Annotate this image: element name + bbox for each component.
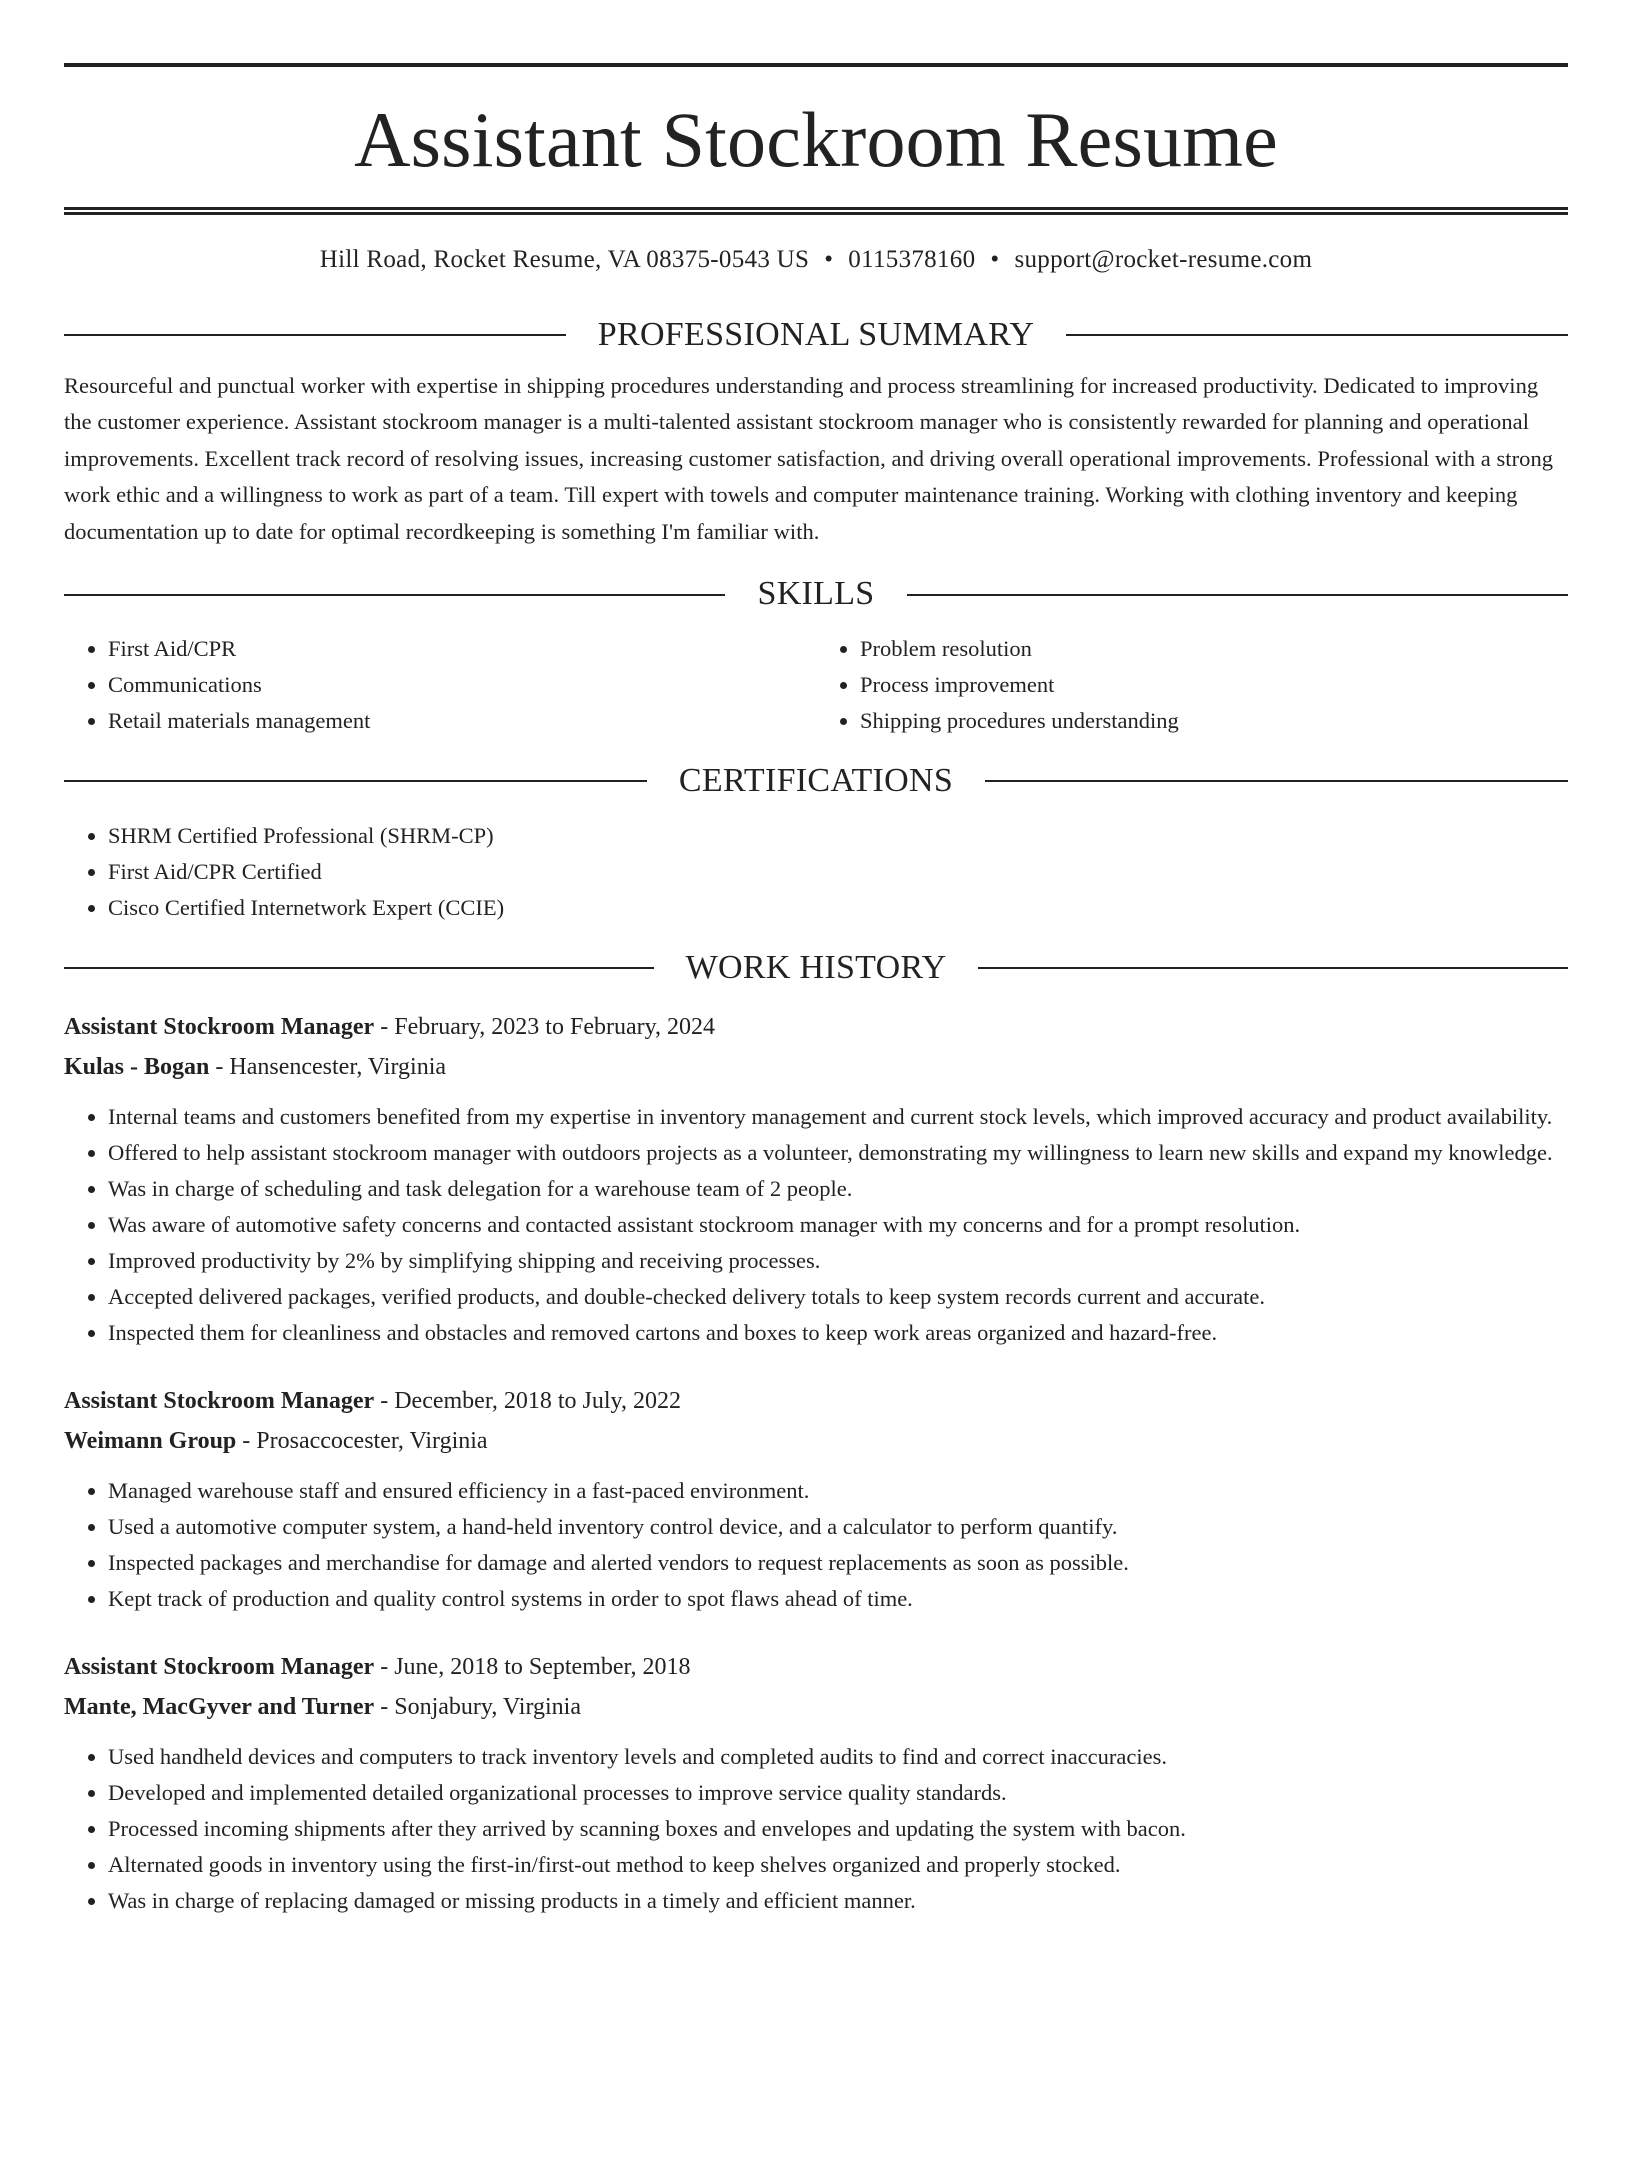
job-bullet: • Used a automotive computer system, a hand-held inventory control device, and a calculator to perform quantify. xyxy=(108,1509,1568,1545)
skill-item: • First Aid/CPR xyxy=(108,631,816,667)
job-entry xyxy=(64,1007,1568,1351)
job-bullet: • Kept track of production and quality control systems in order to spot flaws ahead of time. xyxy=(108,1581,1568,1617)
job-company: Weimann Group xyxy=(64,1427,237,1454)
skills-list xyxy=(64,631,1568,739)
certifications-section-heading xyxy=(64,761,1568,802)
job-title: Assistant Stockroom Manager xyxy=(64,1013,375,1040)
job-location: Prosaccocester, Virginia xyxy=(256,1427,488,1454)
certification-item: • SHRM Certified Professional (SHRM-CP) xyxy=(108,818,1568,854)
summary-text: Resourceful and punctual worker with expertise in shipping procedures understanding and process streamlining for increased productivity. Dedicated to improving the customer experience. Assistant stockroom manager is a multi-talented assistant stockroom manager who is consistently rewarded for planning and operational improvements. Excellent track record of resolving issues, increasing customer satisfaction, and driving overall operational improvements. Professional with a strong work ethic and a willingness to work as part of a team. Till expert with towels and computer maintenance training. Working with clothing inventory and keeping documentation up to date for optimal recordkeeping is something I'm familiar with. xyxy=(64,372,1554,544)
summary-section-heading xyxy=(64,315,1568,356)
skill-item: • Shipping procedures understanding xyxy=(860,703,1568,739)
heading-rule-right xyxy=(985,780,1568,782)
heading-rule-left xyxy=(64,594,725,596)
contact-address: Hill Road, Rocket Resume, VA 08375-0543 US xyxy=(319,246,810,273)
contact-phone: 0115378160 xyxy=(848,246,976,273)
heading-rule-left xyxy=(64,967,654,969)
summary-heading: PROFESSIONAL SUMMARY xyxy=(597,316,1035,353)
job-entry xyxy=(64,1381,1568,1617)
heading-rule-right xyxy=(907,594,1568,596)
job-dates: February, 2023 to February, 2024 xyxy=(394,1013,716,1040)
contact-separator: • xyxy=(824,246,834,273)
job-bullet: • Accepted delivered packages, verified products, and double-checked delivery totals to keep system records current and accurate. xyxy=(108,1279,1568,1315)
job-bullet: • Inspected them for cleanliness and obstacles and removed cartons and boxes to keep work areas organized and hazard-free. xyxy=(108,1315,1568,1351)
contact-email: support@rocket-resume.com xyxy=(1014,246,1313,273)
skill-item: • Problem resolution xyxy=(860,631,1568,667)
skill-item: • Communications xyxy=(108,667,816,703)
job-title: Assistant Stockroom Manager xyxy=(64,1653,375,1680)
title-double-rule xyxy=(64,207,1568,215)
job-bullet: • Developed and implemented detailed organizational processes to improve service quality standards. xyxy=(108,1775,1568,1811)
job-title-line: Assistant Stockroom Manager - December, 2018 to July, 2022 xyxy=(64,1387,681,1414)
skill-item: • Process improvement xyxy=(860,667,1568,703)
certifications-heading: CERTIFICATIONS xyxy=(678,762,954,800)
work-history-section-heading xyxy=(64,948,1568,989)
job-title: Assistant Stockroom Manager xyxy=(64,1387,375,1414)
skills-column-right xyxy=(816,631,1568,739)
contact-separator: • xyxy=(990,246,1000,273)
resume-title: Assistant Stockroom Resume xyxy=(354,96,1278,183)
job-bullet: • Processed incoming shipments after they arrived by scanning boxes and envelopes and updating the system with bacon. xyxy=(108,1811,1568,1847)
job-company-line: Mante, MacGyver and Turner - Sonjabury, Virginia xyxy=(64,1693,581,1720)
job-bullet: • Was aware of automotive safety concerns and contacted assistant stockroom manager with my concerns and for a prompt resolution. xyxy=(108,1207,1568,1243)
heading-rule-left xyxy=(64,780,647,782)
job-bullet: • Used handheld devices and computers to track inventory levels and completed audits to find and correct inaccuracies. xyxy=(108,1739,1568,1775)
skills-heading: SKILLS xyxy=(757,575,875,613)
job-title-line: Assistant Stockroom Manager - June, 2018 to September, 2018 xyxy=(64,1653,691,1680)
job-bullets xyxy=(64,1473,1568,1617)
job-bullet: • Was in charge of replacing damaged or missing products in a timely and efficient manner. xyxy=(108,1883,1568,1919)
job-bullet: • Managed warehouse staff and ensured efficiency in a fast-paced environment. xyxy=(108,1473,1568,1509)
heading-rule-left xyxy=(64,334,566,336)
heading-rule-right xyxy=(1066,334,1568,336)
job-bullet: • Improved productivity by 2% by simplifying shipping and receiving processes. xyxy=(108,1243,1568,1279)
job-bullets xyxy=(64,1739,1568,1919)
job-company: Kulas - Bogan xyxy=(64,1053,210,1080)
certification-item: • Cisco Certified Internetwork Expert (CCIE) xyxy=(108,890,1568,926)
job-location: Hansencester, Virginia xyxy=(229,1053,447,1080)
job-title-line: Assistant Stockroom Manager - February, 2023 to February, 2024 xyxy=(64,1013,716,1040)
skills-column-left xyxy=(64,631,816,739)
job-bullet: • Offered to help assistant stockroom manager with outdoors projects as a volunteer, demonstrating my willingness to learn new skills and expand my knowledge. xyxy=(108,1135,1568,1171)
job-bullet: • Internal teams and customers benefited from my expertise in inventory management and current stock levels, which improved accuracy and product availability. xyxy=(108,1099,1568,1135)
skill-item: • Retail materials management xyxy=(108,703,816,739)
certification-item: • First Aid/CPR Certified xyxy=(108,854,1568,890)
job-bullet: • Inspected packages and merchandise for damage and alerted vendors to request replacements as soon as possible. xyxy=(108,1545,1568,1581)
job-company-line: Weimann Group - Prosaccocester, Virginia xyxy=(64,1427,488,1454)
job-bullet: • Alternated goods in inventory using the first-in/first-out method to keep shelves organized and properly stocked. xyxy=(108,1847,1568,1883)
job-company: Mante, MacGyver and Turner xyxy=(64,1693,375,1720)
job-location: Sonjabury, Virginia xyxy=(394,1693,581,1720)
heading-rule-right xyxy=(978,967,1568,969)
certifications-list xyxy=(64,818,1568,926)
contact-line xyxy=(64,245,1568,275)
work-history-heading: WORK HISTORY xyxy=(685,948,947,986)
job-entry xyxy=(64,1647,1568,1919)
job-company-line: Kulas - Bogan - Hansencester, Virginia xyxy=(64,1053,447,1080)
job-bullet: • Was in charge of scheduling and task delegation for a warehouse team of 2 people. xyxy=(108,1171,1568,1207)
resume-page xyxy=(0,63,1632,2175)
job-dates: December, 2018 to July, 2022 xyxy=(394,1387,681,1414)
job-dates: June, 2018 to September, 2018 xyxy=(394,1653,691,1680)
job-bullets xyxy=(64,1099,1568,1351)
skills-section-heading xyxy=(64,574,1568,615)
